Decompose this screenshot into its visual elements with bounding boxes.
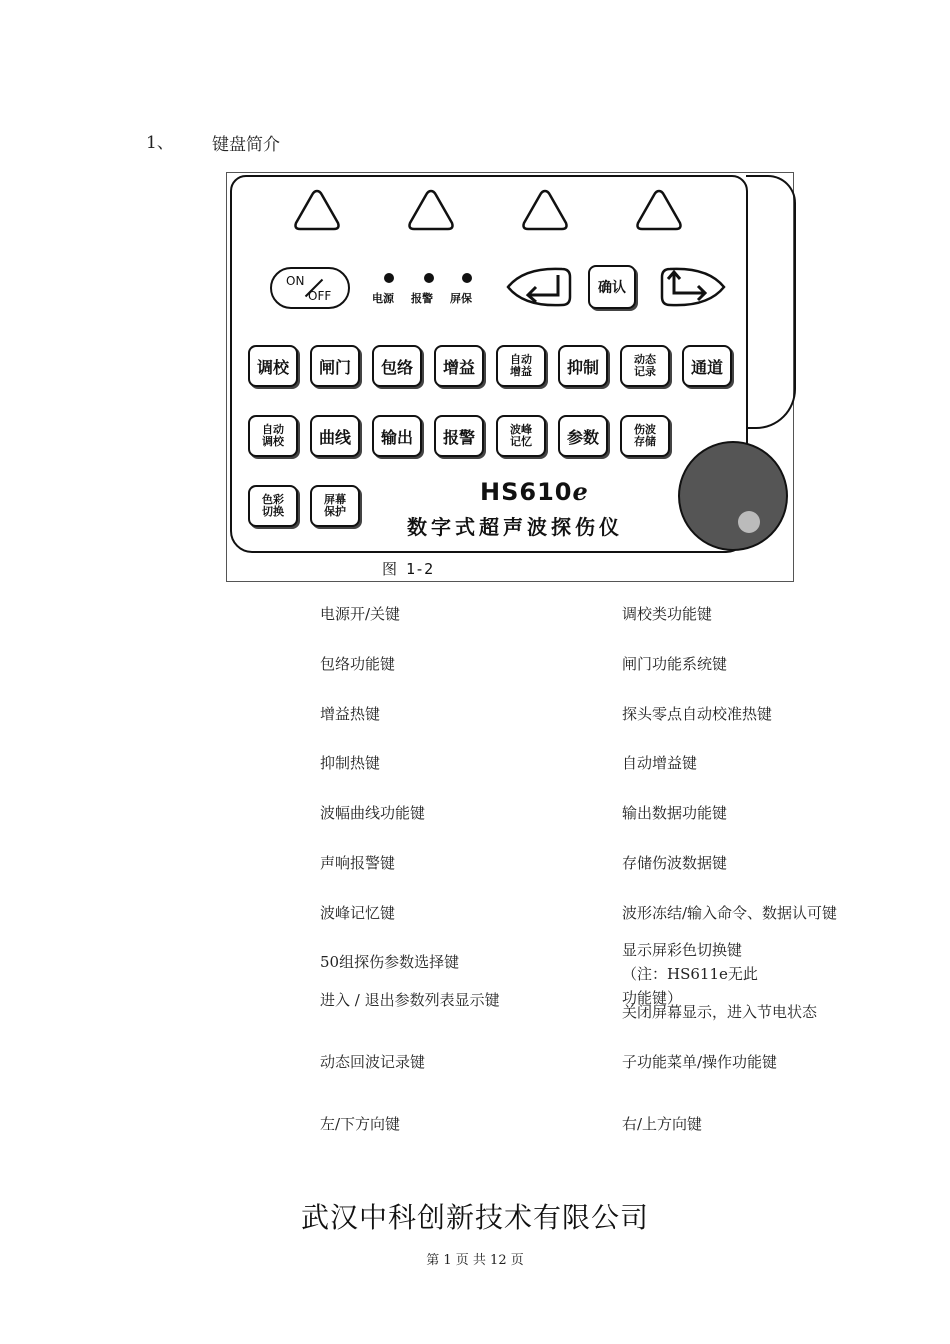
key-label xyxy=(510,354,532,378)
rotary-knob[interactable] xyxy=(678,441,788,551)
key-label xyxy=(443,425,475,448)
gain-key[interactable] xyxy=(434,345,484,387)
screensaver-led xyxy=(462,273,472,283)
panel-outline-right xyxy=(746,175,796,429)
gate-key[interactable] xyxy=(310,345,360,387)
desc-right-9: 子功能菜单/操作功能键 xyxy=(622,1053,778,1071)
confirm-key-label: 确认 xyxy=(598,280,626,296)
key-label-line: 闸门 xyxy=(318,357,351,377)
output-key[interactable] xyxy=(372,415,422,457)
key-label-line: 存储 xyxy=(634,435,656,448)
triangle-key-3-icon[interactable] xyxy=(520,187,570,233)
envelope-key[interactable] xyxy=(372,345,422,387)
desc-right-7: 显示屏彩色切换键（注：HS611e无此功能键） xyxy=(622,941,758,1007)
key-label xyxy=(634,424,656,448)
key-label-line: 动态 xyxy=(634,353,656,366)
desc-right-10: 右/上方向键 xyxy=(622,1115,703,1133)
dynamic-record-key[interactable] xyxy=(620,345,670,387)
key-label xyxy=(567,355,599,378)
key-label-line: 增益 xyxy=(442,357,475,377)
key-label xyxy=(567,425,599,448)
desc-left-9: 动态回波记录键 xyxy=(320,1053,426,1071)
flaw-store-key[interactable] xyxy=(620,415,670,457)
company-name: 武汉中科创新技术有限公司 xyxy=(300,1201,649,1234)
key-label-line: 自动 xyxy=(510,353,532,366)
power-key[interactable] xyxy=(270,267,350,309)
knob-indicator-dot xyxy=(738,511,760,533)
key-label-line: 曲线 xyxy=(318,427,351,447)
key-label-line: 输出 xyxy=(380,427,413,447)
right-up-arrow-key-icon[interactable] xyxy=(658,265,728,309)
power-off-label: OFF xyxy=(308,289,332,303)
section-title: 键盘简介 xyxy=(212,135,280,155)
power-led-label: 电源 xyxy=(372,292,394,305)
triangle-key-2-icon[interactable] xyxy=(406,187,456,233)
key-label-line: 波峰 xyxy=(510,423,532,436)
key-label xyxy=(262,494,284,518)
key-label xyxy=(634,354,656,378)
key-label-line: 色彩 xyxy=(262,493,284,506)
alarm-key[interactable] xyxy=(434,415,484,457)
power-led xyxy=(384,273,394,283)
key-label xyxy=(381,355,413,378)
key-label xyxy=(262,424,284,448)
desc-left-8: 进入 / 退出参数列表显示键 xyxy=(320,991,500,1009)
desc-right-8: 关闭屏幕显示，进入节电状态 xyxy=(622,1003,818,1021)
section-number: 1、 xyxy=(146,133,174,153)
key-label-line: 调校 xyxy=(256,357,289,377)
key-label-line: 伤波 xyxy=(634,423,656,436)
desc-left-7: 50组探伤参数选择键 xyxy=(320,953,460,971)
desc-right-4: 输出数据功能键 xyxy=(622,804,728,822)
key-label-line: 记忆 xyxy=(510,435,532,448)
key-label xyxy=(324,494,346,518)
desc-right-2: 探头零点自动校准热键 xyxy=(622,705,773,723)
key-label-line: 通道 xyxy=(690,357,723,377)
desc-left-10: 左/下方向键 xyxy=(320,1115,401,1133)
desc-left-6: 波峰记忆键 xyxy=(320,904,396,922)
left-down-arrow-key-icon[interactable] xyxy=(504,265,574,309)
confirm-key[interactable] xyxy=(588,265,636,309)
key-label-line: 切换 xyxy=(262,505,284,518)
key-label-line: 保护 xyxy=(324,505,346,518)
screensaver-led-label: 屏保 xyxy=(450,292,472,305)
key-label-line: 调校 xyxy=(262,435,284,448)
desc-right-3: 自动增益键 xyxy=(622,754,698,772)
key-label xyxy=(319,425,351,448)
triangle-key-4-icon[interactable] xyxy=(634,187,684,233)
screen-protect-key[interactable] xyxy=(310,485,360,527)
key-label-line: 参数 xyxy=(566,427,599,447)
key-label-line: 自动 xyxy=(262,423,284,436)
desc-left-0: 电源开/关键 xyxy=(320,605,401,623)
channel-key[interactable] xyxy=(682,345,732,387)
key-label xyxy=(510,424,532,448)
auto-calibrate-key[interactable] xyxy=(248,415,298,457)
key-label-line: 报警 xyxy=(442,427,475,447)
calibrate-key[interactable] xyxy=(248,345,298,387)
key-label-line: 屏幕 xyxy=(324,493,346,506)
page-footer: 第 1 页 共 12 页 xyxy=(426,1253,524,1268)
auto-gain-key[interactable] xyxy=(496,345,546,387)
color-switch-key[interactable] xyxy=(248,485,298,527)
key-label xyxy=(257,355,289,378)
key-label-line: 抑制 xyxy=(566,357,599,377)
desc-left-1: 包络功能键 xyxy=(320,655,396,673)
key-label-line: 包络 xyxy=(380,357,413,377)
parameter-key[interactable] xyxy=(558,415,608,457)
curve-key[interactable] xyxy=(310,415,360,457)
key-label xyxy=(691,355,723,378)
desc-right-6: 波形冻结/输入命令、数据认可键 xyxy=(622,904,838,922)
desc-left-3: 抑制热键 xyxy=(320,754,381,772)
desc-left-5: 声响报警键 xyxy=(320,854,396,872)
key-label xyxy=(381,425,413,448)
desc-right-5: 存储伤波数据键 xyxy=(622,854,728,872)
desc-left-2: 增益热键 xyxy=(320,705,381,723)
key-label-line: 增益 xyxy=(510,365,532,378)
peak-memory-key[interactable] xyxy=(496,415,546,457)
desc-left-4: 波幅曲线功能键 xyxy=(320,804,426,822)
device-subtitle: 数字式超声波探伤仪 xyxy=(407,515,623,539)
desc-right-1: 闸门功能系统键 xyxy=(622,655,728,673)
key-label xyxy=(443,355,475,378)
triangle-key-1-icon[interactable] xyxy=(292,187,342,233)
key-label-line: 记录 xyxy=(634,365,656,378)
key-label xyxy=(319,355,351,378)
keyboard-figure xyxy=(226,172,794,582)
desc-right-0: 调校类功能键 xyxy=(622,605,713,623)
alarm-led-label: 报警 xyxy=(411,292,433,305)
keyboard-panel xyxy=(230,175,748,553)
figure-caption: 图 1-2 xyxy=(382,560,434,578)
suppress-key[interactable] xyxy=(558,345,608,387)
power-on-label: ON xyxy=(286,274,305,288)
model-name: HS610e xyxy=(480,477,589,506)
alarm-led xyxy=(424,273,434,283)
